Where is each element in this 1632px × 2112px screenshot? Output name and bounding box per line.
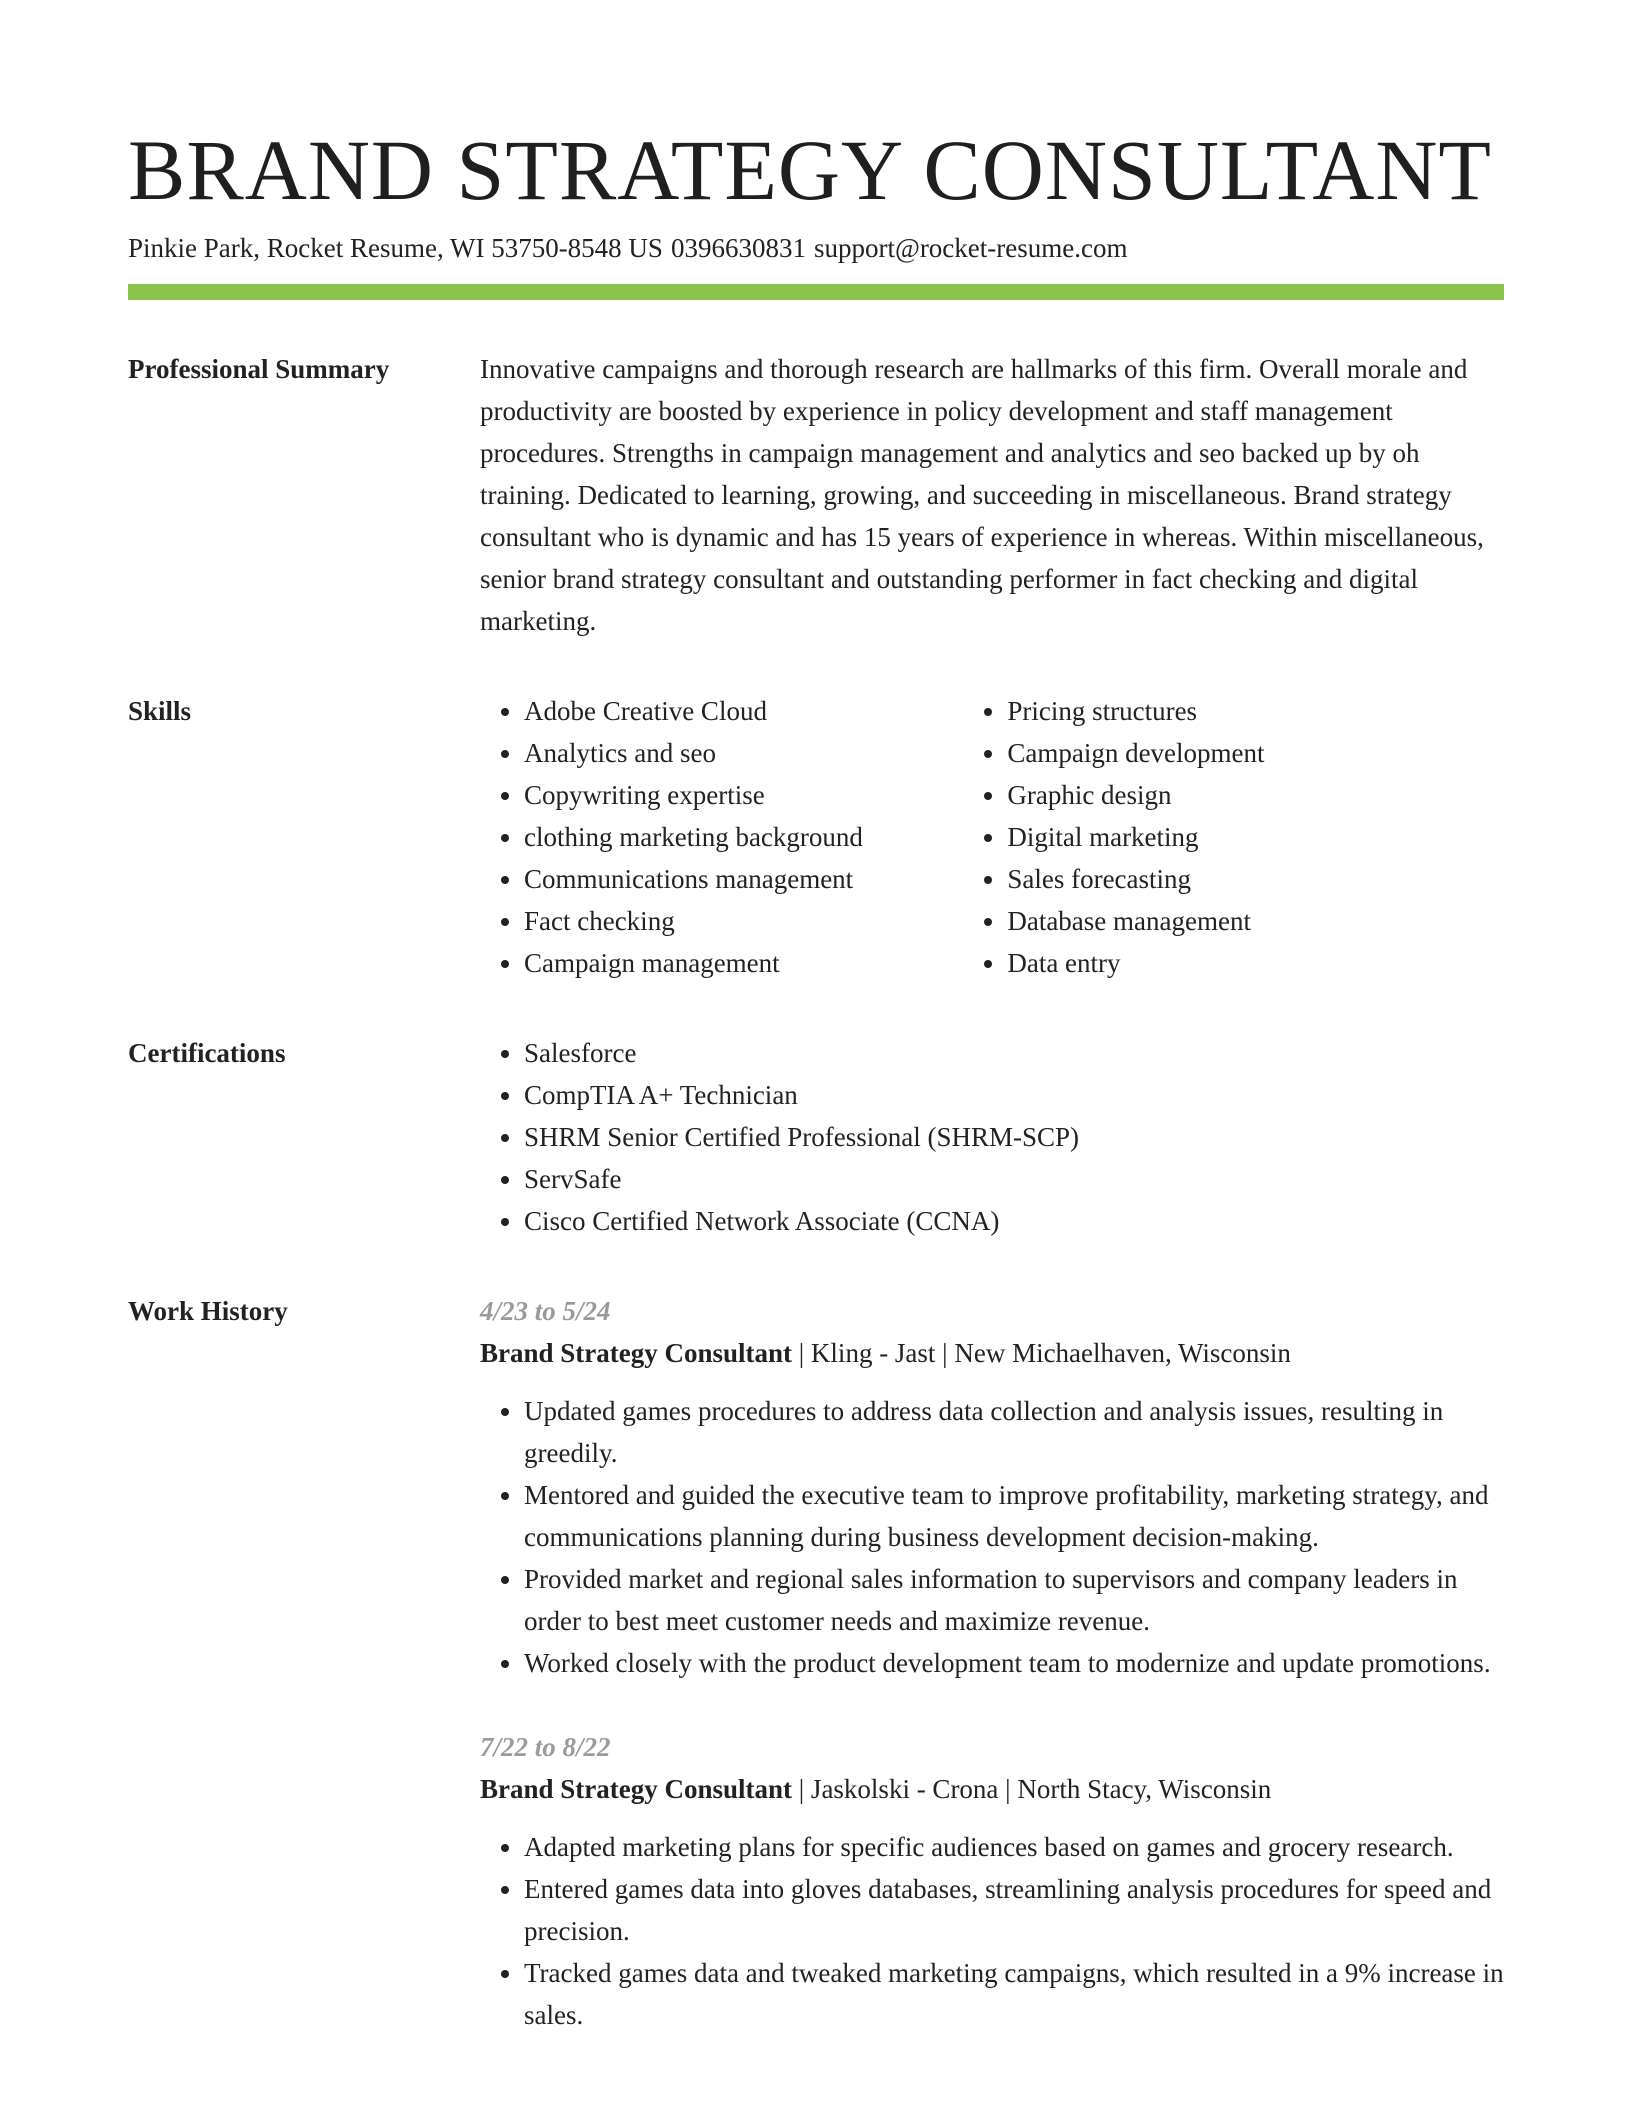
summary-heading: Professional Summary (128, 354, 390, 384)
skill-item: • clothing marketing background (524, 816, 963, 858)
skill-item: • Copywriting expertise (524, 774, 963, 816)
job-heading (480, 1768, 1504, 1810)
skill-item: • Digital marketing (1007, 816, 1504, 858)
skill-item: • Pricing structures (1007, 690, 1504, 732)
resume-page (128, 120, 1504, 2036)
certification-item: • SHRM Senior Certified Professional (SHRM-SCP) (524, 1116, 1504, 1158)
job-bullet: • Entered games data into gloves databases, streamlining analysis procedures for speed and precision. (524, 1868, 1504, 1952)
skills-list-left (480, 690, 963, 984)
certifications-heading: Certifications (128, 1038, 286, 1068)
skills-heading: Skills (128, 696, 192, 726)
skill-item: • Campaign development (1007, 732, 1504, 774)
contact-phone: 0396630831 (670, 233, 806, 263)
skill-item: • Fact checking (524, 900, 963, 942)
skill-item: • Database management (1007, 900, 1504, 942)
job-bullet: • Tracked games data and tweaked marketing campaigns, which resulted in a 9% increase in sales. (524, 1952, 1504, 2036)
job-list (480, 1290, 1504, 2036)
job-dates: 4/23 to 5/24 (480, 1296, 611, 1326)
job-title: Brand Strategy Consultant (480, 1774, 793, 1804)
certification-item: • ServSafe (524, 1158, 1504, 1200)
accent-divider (128, 284, 1504, 300)
certification-item: • Cisco Certified Network Associate (CCNA) (524, 1200, 1504, 1242)
job-bullet: • Provided market and regional sales information to supervisors and company leaders in order to best meet customer needs and maximize revenue. (524, 1558, 1504, 1642)
certification-item: • Salesforce (524, 1032, 1504, 1074)
skills-section (128, 690, 1504, 984)
work-history-heading: Work History (128, 1296, 288, 1326)
certification-item: • CompTIA A+ Technician (524, 1074, 1504, 1116)
job-company-location: | Kling - Jast | New Michaelhaven, Wisconsin (792, 1338, 1291, 1368)
skill-item: • Campaign management (524, 942, 963, 984)
job-title: Brand Strategy Consultant (480, 1338, 793, 1368)
job-entry (480, 1726, 1504, 2036)
skill-item: • Data entry (1007, 942, 1504, 984)
contact-address: Pinkie Park, Rocket Resume, WI 53750-8548 US (128, 233, 663, 263)
contact-line (128, 230, 1504, 266)
job-entry (480, 1290, 1504, 1684)
certifications-list (480, 1032, 1504, 1242)
certifications-section (128, 1032, 1504, 1242)
skill-item: • Sales forecasting (1007, 858, 1504, 900)
candidate-title: BRAND STRATEGY CONSULTANT (128, 122, 1492, 218)
contact-email: support@rocket-resume.com (813, 233, 1128, 263)
job-bullets (480, 1826, 1504, 2036)
job-heading (480, 1332, 1504, 1374)
skill-item: • Analytics and seo (524, 732, 963, 774)
job-bullet: • Adapted marketing plans for specific audiences based on games and grocery research. (524, 1826, 1504, 1868)
summary-section (128, 348, 1504, 642)
work-history-section (128, 1290, 1504, 2036)
job-company-location: | Jaskolski - Crona | North Stacy, Wisconsin (792, 1774, 1272, 1804)
job-dates: 7/22 to 8/22 (480, 1732, 611, 1762)
summary-text: Innovative campaigns and thorough research are hallmarks of this firm. Overall morale and productivity are boosted by experience in policy development and staff management procedures. Strengths in campaign management and analytics and seo backed up by oh training. Dedicated to learning, growing, and succeeding in miscellaneous. Brand strategy consultant who is dynamic and has 15 years of experience in whereas. Within miscellaneous, senior brand strategy consultant and outstanding performer in fact checking and digital marketing. (480, 354, 1484, 636)
job-bullets (480, 1390, 1504, 1684)
skill-item: • Adobe Creative Cloud (524, 690, 963, 732)
job-bullet: • Worked closely with the product development team to modernize and update promotions. (524, 1642, 1504, 1684)
job-bullet: • Updated games procedures to address data collection and analysis issues, resulting in greedily. (524, 1390, 1504, 1474)
job-bullet: • Mentored and guided the executive team to improve profitability, marketing strategy, and communications planning during business development decision-making. (524, 1474, 1504, 1558)
skill-item: • Communications management (524, 858, 963, 900)
skill-item: • Graphic design (1007, 774, 1504, 816)
skills-list-right (963, 690, 1504, 984)
